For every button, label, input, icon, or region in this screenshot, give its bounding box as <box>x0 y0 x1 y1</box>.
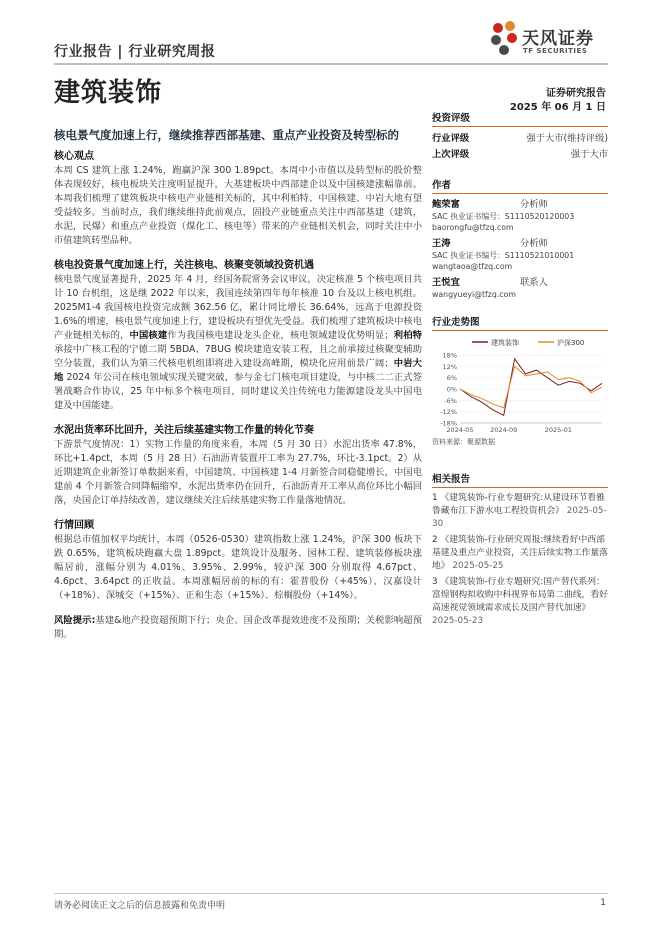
y-tick-label: -6% <box>444 396 457 405</box>
section-body-market: 根据总市值加权平均统计，本周（0526-0530）建筑指数上涨 1.24%，沪深 300 板块下跌 0.65%，建筑板块跑赢大盘 1.89pct。建筑设计及服务、园林工程、建筑装修板块涨幅居前，涨幅分别为 4.01%、3.95%、2.99%，较沪深 300 分别取得 4.67pct、4.6pct、3.64pct 的正收益。本周涨幅居前的标的有：霍普股份（+45%）、汉嘉设计（+18%）、深城交（+15%）、正和生态（+15%）、棕榈股份（+14%）。 <box>54 534 422 601</box>
x-tick-label: 2024-05 <box>446 426 474 434</box>
chart-title: 行业走势图 <box>432 314 608 331</box>
footer-disclaimer: 请务必阅读正文之后的信息披露和免责申明 <box>54 901 226 911</box>
y-tick-label: 18% <box>442 351 457 360</box>
page-number: 1 <box>600 898 606 908</box>
related-title: 相关报告 <box>432 471 608 488</box>
y-tick-label: 0% <box>446 385 457 394</box>
trend-chart-svg <box>432 335 608 435</box>
y-tick-label: -18% <box>440 419 457 428</box>
section-title-core: 核心观点 <box>54 151 94 162</box>
risk-warning: 风险提示:基建&地产投资超预期下行；央企、国企改革提效进度不及预期；关税影响超预期。 <box>54 615 422 640</box>
section-body-core: 本周 CS 建筑上涨 1.24%，跑赢沪深 300 1.89pct。本周中小市值以及转型标的股价整体表现较好，核电板块关注度明显提升，大基建板块中西部建企以及中国核建涨幅靠前。本周我们梳理了建筑板块中核电产业链相关标的，其中利柏特、中国核建、中岩大地有望受益较多。当前时点，我们继续维持此前观点，固投产业链重点关注中西部基建（建筑，水泥，民爆）和重点产业投资（煤化工、核电等）带来的产业链相关机会，同时关注中小市值建筑转型品种。 <box>54 165 422 246</box>
report-type: 行业报告 | 行业研究周报 <box>54 44 216 60</box>
section-title-nuclear: 核电投资景气度加速上行，关注核电、核聚变领域投资机遇 <box>54 260 314 271</box>
trend-chart <box>432 335 608 435</box>
highlight-company: 中岩大地 <box>54 358 422 383</box>
y-tick-label: 12% <box>442 362 457 371</box>
related-report[interactable]: 1 《建筑装饰-行业专题研究:从建设环节看雅鲁藏布江下游水电工程投资机会》 2025-05-30 <box>432 493 607 529</box>
logo-name: 天风证券 <box>522 29 594 49</box>
report-label: 证券研究报告 <box>546 88 606 99</box>
related-report[interactable]: 2 《建筑装饰-行业研究周报:继续看好中西部基建及重点产业投资，关注后续实物工作量落地》 2025-05-25 <box>432 535 608 571</box>
sidebar <box>432 110 608 631</box>
risk-label: 风险提示: <box>54 615 96 626</box>
rating-row: 行业评级 强于大市(维持评级) <box>432 133 608 144</box>
main-content <box>54 150 422 653</box>
rating-row: 上次评级 强于大市 <box>432 149 608 160</box>
y-tick-label: -12% <box>440 408 457 417</box>
x-tick-label: 2024-09 <box>490 426 518 434</box>
section-title-cement: 水泥出货率环比回升，关注后续基建实物工作量的转化节奏 <box>54 425 314 436</box>
legend-label: 建筑装饰 <box>491 339 519 347</box>
highlight-company: 中国核建 <box>129 330 168 341</box>
header-divider <box>54 63 608 65</box>
highlight-company: 利柏特 <box>393 330 422 341</box>
author-email[interactable]: wangtaoa@tfzq.com <box>432 262 513 271</box>
report-date: 2025 年 06 月 1 日 <box>509 102 606 113</box>
author-entry: 鲍荣富 分析师 SAC 执业证书编号：S1110520120003 baorongfu@tfzq.com <box>432 198 608 233</box>
author-email[interactable]: baorongfu@tfzq.com <box>432 223 514 232</box>
section-body-nuclear: 核电景气度显著提升，2025 年 4 月，经国务院常务会议审议，决定核准 5 个核电项目共计 10 台机组，这是继 2022 年以来，我国连续第四年每年核准 10 台及以上核电机组。2025M1-4 我国核电投资完成额 362.56 亿，累计同比增长 36.64%，远高于电源投资 1.6%的增速，核电景气度加速上行，建设板块有望优先受益。我们梳理了建筑板块中核电产业链相关标的，中国核建作为我国核电建设龙头企业，核电领域建设优势明显；利柏特承接中广核工程的宁德二期 5BDA、7BUG 模块建造安装工程，且之前承接过核聚变辅助空分装置，我们认为第三代核电机组即将进入建设高峰期，模块化应用前景广阔；中岩大地 2024 年公司在核电领域实现关键突破，参与金七门核电项目建设，与中核二二正式签署战略合作协议，25 年中标多个核电项目，同时建议关注传统电力能源建设龙头中国电建及中国能建。 <box>54 274 422 411</box>
sector-title: 建筑装饰 <box>54 78 163 108</box>
chart-source: 资料来源：聚源数据 <box>432 438 495 446</box>
series-line <box>460 359 602 416</box>
author-entry: 王悦宜 联系人 wangyueyi@tfzq.com <box>432 276 608 300</box>
author-title: 作者 <box>432 177 608 194</box>
related-report[interactable]: 3 《建筑装饰-行业专题研究:国产替代系列：富煌钢构拟收购中科视界布局第二曲线，看好高速视觉领域需求成长及国产替代加速》 2025-05-23 <box>432 577 608 626</box>
section-body-cement: 下游景气度情况：1）实物工作量的角度来看，本周（5 月 30 日）水泥出货率 47.8%，环比+1.4pct，本周（5 月 28 日）石油沥青装置开工率为 27.7%，环比-3.1pct。2）从近期建筑企业新签订单数据来看，中国建筑、中国核建 1-4 月新签合同稳健增长，中国电建前 4 个月新签合同降幅缩窄，水泥出货率仍在回升，石油沥青开工率从高位环比小幅回落，央国企订单持续改善，建议继续关注后续基建实物工作量落地情况。 <box>54 439 422 506</box>
legend-label: 沪深300 <box>557 339 585 347</box>
author-email[interactable]: wangyueyi@tfzq.com <box>432 290 516 299</box>
rating-title: 投资评级 <box>432 110 608 127</box>
author-entry: 王涛 分析师 SAC 执业证书编号：S1110521010001 wangtaoa@tfzq.com <box>432 237 608 272</box>
logo-icon <box>490 20 520 60</box>
footer-divider <box>54 893 608 894</box>
logo-english: TF SECURITIES <box>523 47 588 55</box>
section-title-market: 行情回顾 <box>54 520 94 531</box>
headline: 核电景气度加速上行，继续推荐西部基建、重点产业投资及转型标的 <box>54 128 399 142</box>
x-tick-label: 2025-01 <box>544 426 572 434</box>
company-logo <box>490 20 610 60</box>
y-tick-label: 6% <box>446 374 457 383</box>
